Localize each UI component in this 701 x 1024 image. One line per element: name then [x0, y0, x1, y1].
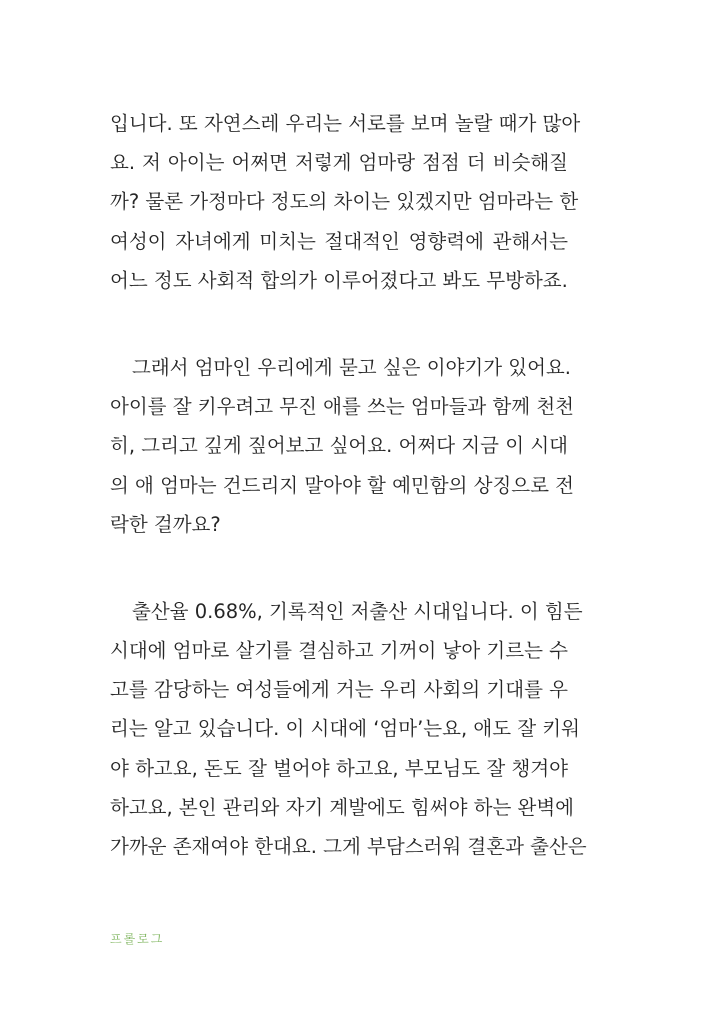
text-line: 리는 알고 있습니다. 이 시대에 ‘엄마’는요, 애도 잘 키워 [110, 717, 580, 741]
paragraph-1 [110, 104, 581, 300]
text-line: 어느 정도 사회적 합의가 이루어졌다고 봐도 무방하죠. [110, 268, 568, 292]
text-line: 출산율 0.68%, 기록적인 저출산 시대입니다. 이 힘든 [132, 599, 583, 623]
text-line: 고를 감당하는 여성들에게 거는 우리 사회의 기대를 우 [110, 678, 568, 702]
text-line: 가까운 존재여야 한대요. 그게 부담스러워 결혼과 출산은 [110, 835, 587, 858]
paragraph-spacer [110, 300, 568, 348]
paragraph-3 [110, 592, 587, 866]
paragraph-spacer [110, 544, 568, 592]
text-line: 여성이 자녀에게 미치는 절대적인 영향력에 관해서는 [110, 229, 568, 253]
text-line: 요. 저 아이는 어쩌면 저렇게 엄마랑 점점 더 비슷해질 [110, 151, 568, 175]
book-page-body [110, 104, 587, 866]
text-line: 야 하고요, 돈도 잘 벌어야 하고요, 부모님도 잘 챙겨야 [110, 756, 568, 780]
text-line: 아이를 잘 키우려고 무진 애를 쓰는 엄마들과 함께 천천 [110, 395, 575, 419]
text-line: 입니다. 또 자연스레 우리는 서로를 보며 놀랄 때가 많아 [110, 112, 581, 135]
paragraph-2 [110, 348, 575, 544]
section-footer-label: 프롤로그 [110, 932, 165, 946]
text-line: 락한 걸까요? [110, 512, 221, 536]
text-line: 그래서 엄마인 우리에게 묻고 싶은 이야기가 있어요. [132, 355, 571, 379]
text-line: 시대에 엄마로 살기를 결심하고 기꺼이 낳아 기르는 수 [110, 639, 568, 663]
text-line: 히, 그리고 깊게 짚어보고 싶어요. 어쩌다 지금 이 시대 [110, 434, 568, 458]
text-line: 까? 물론 가정마다 정도의 차이는 있겠지만 엄마라는 한 [110, 190, 579, 214]
text-line: 하고요, 본인 관리와 자기 계발에도 힘써야 하는 완벽에 [110, 795, 575, 819]
text-line: 의 애 엄마는 건드리지 말아야 할 예민함의 상징으로 전 [110, 473, 575, 497]
